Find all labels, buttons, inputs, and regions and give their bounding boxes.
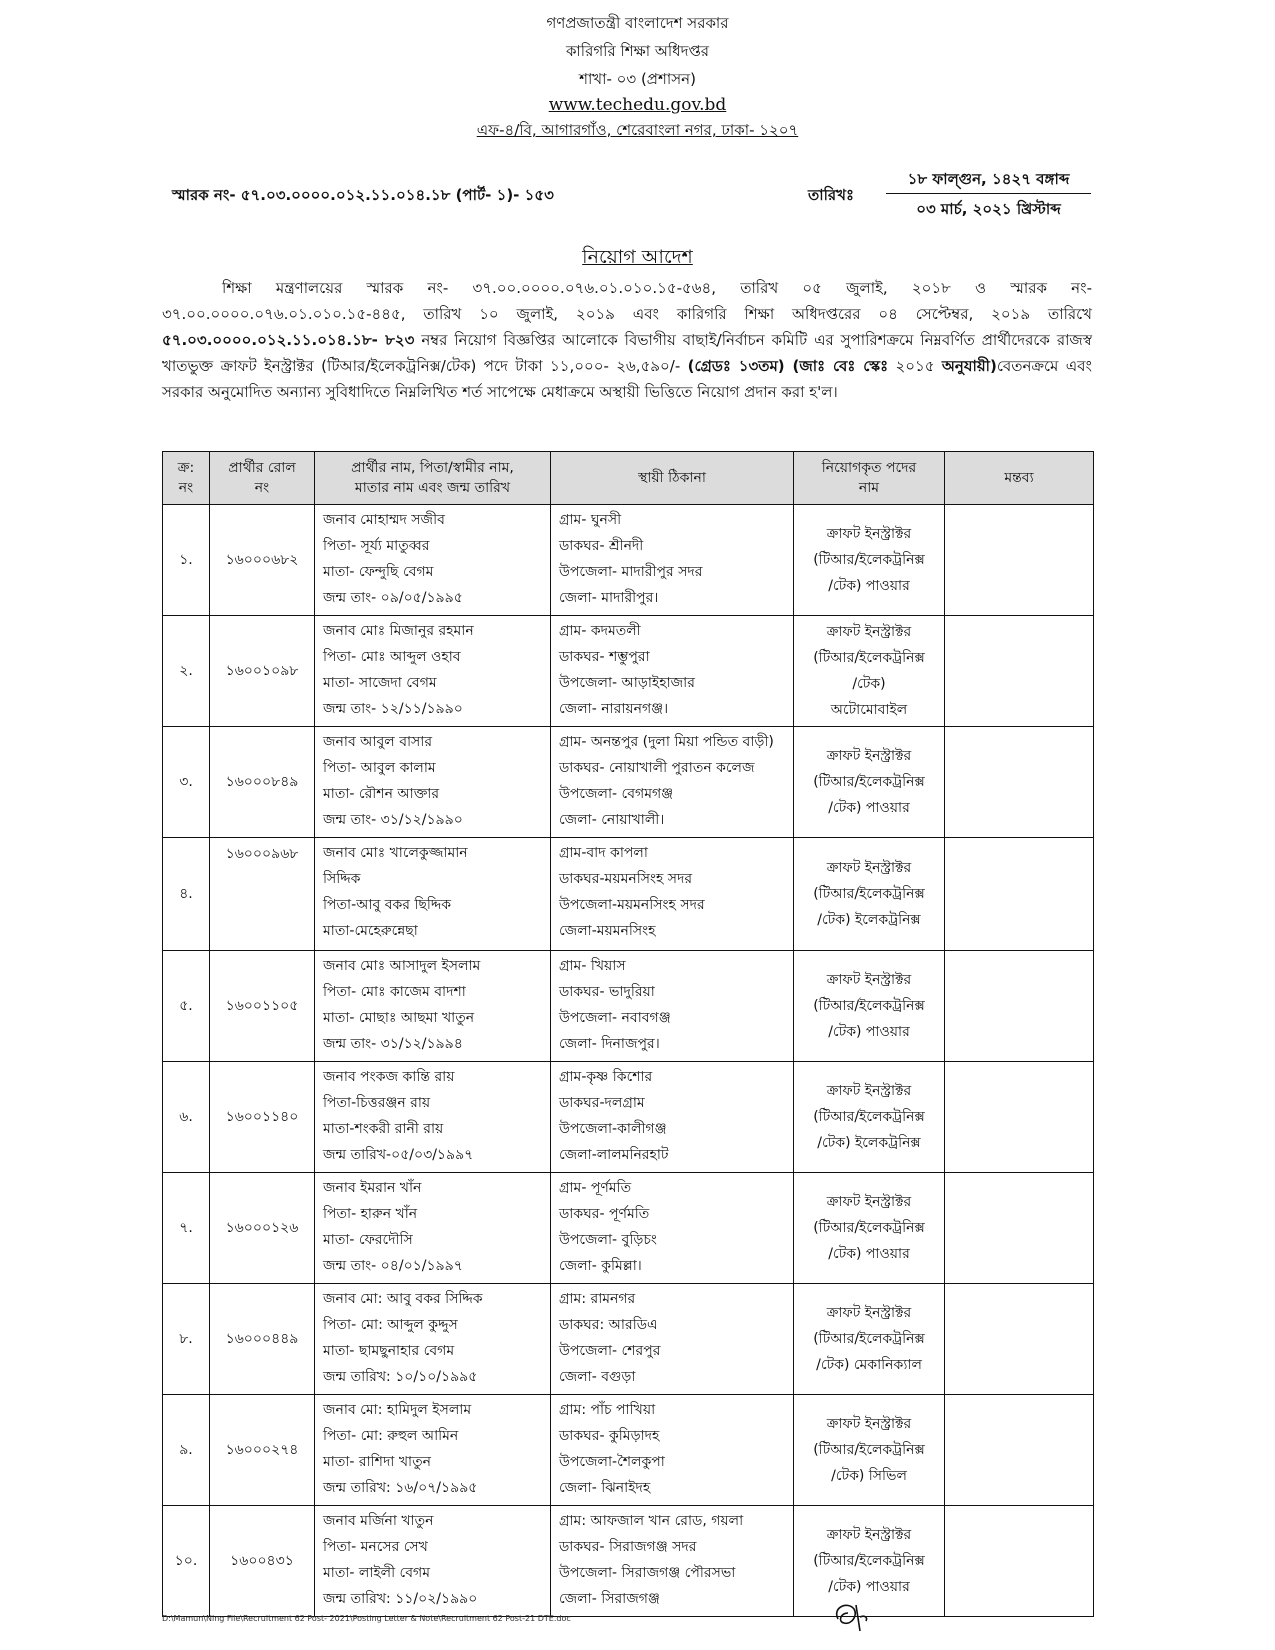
candidate-info-line: জনাব মোঃ আসাদুল ইসলাম	[323, 958, 481, 974]
address-line: গ্রাম- কদমতলী	[559, 623, 641, 639]
header-roll	[210, 452, 315, 505]
permanent-address-cell	[551, 727, 794, 838]
permanent-address-cell	[551, 1062, 794, 1173]
post-line: (টিআর/ইলেকট্রনিক্স	[813, 1220, 925, 1236]
post-line: /টেক) পাওয়ার	[828, 1579, 910, 1595]
address-line: গ্রাম-কৃষ্ণ কিশোর	[559, 1069, 653, 1085]
candidate-info-line: পিতা- মো: রুহুল আমিন	[323, 1428, 459, 1444]
address-line: উপজেলা- বুড়িচং	[559, 1232, 657, 1248]
address-line: উপজেলা-ময়মনসিংহ সদর	[559, 897, 705, 913]
candidate-info-cell	[315, 1284, 551, 1395]
address-line: উপজেলা-কালীগঞ্জ	[559, 1121, 667, 1137]
address-line: জেলা-লালমনিরহাট	[559, 1147, 669, 1163]
remark-cell	[945, 616, 1094, 727]
permanent-address-cell	[551, 505, 794, 616]
candidate-info-line: জনাব মো: হামিদুল ইসলাম	[323, 1402, 472, 1418]
body-bold-3: অনুযায়ী)	[941, 357, 997, 375]
body-part-2: নম্বর নিয়োগ বিজ্ঞপ্তির আলোকে বিভাগীয় বাছাই/নির্বাচন কমিটি এর সুপারিশক্রমে নিম্নবর্ণিত প্রার্থীদেরকে রাজস্ব খাতভুক্ত ক্রাফট ইনস্ট্রাক্টর (টিআর/ইলেকট্রনিক্স/টেক) পদে টাকা ১১,০০০- ২৬,৫৯০/-	[162, 331, 1092, 375]
signature-initial-mark	[830, 1597, 872, 1637]
appointed-post-cell	[794, 1284, 945, 1395]
remark-cell	[945, 1284, 1094, 1395]
candidate-info-line: জন্ম তারিখ: ১১/০২/১৯৯০	[323, 1591, 478, 1607]
address-line: উপজেলা- বেগমগঞ্জ	[559, 786, 674, 802]
remark-cell	[945, 838, 1094, 951]
address-line: উপজেলা- সিরাজগঞ্জ পৌরসভা	[559, 1565, 736, 1581]
post-line: (টিআর/ইলেকট্রনিক্স	[813, 1331, 925, 1347]
candidate-info-cell	[315, 727, 551, 838]
candidate-info-line: জন্ম তারিখ: ১০/১০/১৯৯৫	[323, 1369, 478, 1385]
table-row	[163, 1173, 1094, 1284]
header-roll-line: প্রার্থীর রোল	[228, 460, 296, 476]
post-line: (টিআর/ইলেকট্রনিক্স	[813, 1442, 925, 1458]
address-line: ডাকঘর- শ্রীনদী	[559, 538, 644, 554]
post-line: /টেক) ইলেকট্রনিক্স	[817, 912, 921, 928]
address-line: জেলা- কুমিল্লা।	[559, 1258, 642, 1274]
address-line: ডাকঘর- নোয়াখালী পুরাতন কলেজ	[559, 760, 755, 776]
order-body	[162, 275, 1092, 405]
header-address-line: স্থায়ী ঠিকানা	[638, 470, 706, 486]
serial-cell: ২.	[163, 616, 210, 727]
post-line: /টেক) পাওয়ার	[828, 1024, 910, 1040]
address-line: উপজেলা- আড়াইহাজার	[559, 675, 695, 691]
appointment-table	[162, 451, 1094, 1617]
header-post-line: নাম	[858, 480, 880, 496]
appointed-post-cell	[794, 838, 945, 951]
header-name-line: প্রার্থীর নাম, পিতা/স্বামীর নাম,	[351, 460, 514, 476]
post-line: /টেক) পাওয়ার	[828, 800, 910, 816]
serial-cell: ৬.	[163, 1062, 210, 1173]
post-line: ক্রাফট ইনস্ট্রাক্টর	[826, 1527, 912, 1543]
address-line: জেলা- নারায়নগঞ্জ।	[559, 701, 669, 717]
candidate-info-line: মাতা-শংকরী রানী রায়	[323, 1121, 444, 1137]
table-row	[163, 1395, 1094, 1506]
appointed-post-cell	[794, 1062, 945, 1173]
table-body	[163, 505, 1094, 1617]
post-line: (টিআর/ইলেকট্রনিক্স	[813, 998, 925, 1014]
candidate-info-line: পিতা- আবুল কালাম	[323, 760, 436, 776]
candidate-info-line: মাতা- ফেরদৌসি	[323, 1232, 413, 1248]
candidate-info-line: পিতা- সূর্য্য মাতুব্বর	[323, 538, 430, 554]
address-line: উপজেলা- শেরপুর	[559, 1343, 661, 1359]
remark-cell	[945, 1173, 1094, 1284]
candidate-info-line: পিতা- মনসের সেখ	[323, 1539, 428, 1555]
candidate-info-line: সিদ্দিক	[323, 871, 361, 887]
table-row	[163, 838, 1094, 951]
address-line: জেলা- ঝিনাইদহ	[559, 1480, 651, 1496]
post-line: (টিআর/ইলেকট্রনিক্স	[813, 1109, 925, 1125]
address-line: ডাকঘর- শম্ভুপুরা	[559, 649, 650, 665]
permanent-address-cell	[551, 1506, 794, 1617]
post-line: ক্রাফট ইনস্ট্রাক্টর	[826, 1416, 912, 1432]
roll-number-cell: ১৬০০১১০৫	[210, 951, 315, 1062]
serial-cell: ৮.	[163, 1284, 210, 1395]
candidate-info-cell	[315, 616, 551, 727]
address-line: গ্রাম: পাঁচ পাখিয়া	[559, 1402, 656, 1418]
header-address	[551, 452, 794, 505]
candidate-info-line: মাতা-মেহেরুন্নেছা	[323, 923, 418, 939]
permanent-address-cell	[551, 951, 794, 1062]
order-title-text: নিয়োগ আদেশ	[582, 246, 693, 268]
remark-cell	[945, 1506, 1094, 1617]
permanent-address-cell	[551, 616, 794, 727]
post-line: /টেক) ইলেকট্রনিক্স	[817, 1135, 921, 1151]
permanent-address-cell	[551, 1395, 794, 1506]
address-line: জেলা- বগুড়া	[559, 1369, 636, 1385]
post-line: ক্রাফট ইনস্ট্রাক্টর	[826, 1194, 912, 1210]
header-remark-line: মন্তব্য	[1004, 470, 1034, 486]
header-serial	[163, 452, 210, 505]
post-line: ক্রাফট ইনস্ট্রাক্টর	[826, 526, 912, 542]
candidate-info-cell	[315, 1395, 551, 1506]
header-name	[315, 452, 551, 505]
candidate-info-line: মাতা- ছামছুনাহার বেগম	[323, 1343, 455, 1359]
roll-number-cell: ১৬০০০৬৮২	[210, 505, 315, 616]
header-post	[794, 452, 945, 505]
post-line: /টেক) পাওয়ার	[828, 1246, 910, 1262]
address-line: ডাকঘর- পূর্ণমতি	[559, 1206, 650, 1222]
header-row	[163, 452, 1094, 505]
address-line: জেলা-ময়মনসিংহ	[559, 923, 656, 939]
body-bold-1: ৫৭.০৩.০০০০.০১২.১১.০১৪.১৮- ৮২৩	[162, 331, 415, 349]
post-line: ক্রাফট ইনস্ট্রাক্টর	[826, 748, 912, 764]
table-row	[163, 616, 1094, 727]
candidate-info-line: পিতা- মোঃ কাজেম বাদশা	[323, 984, 466, 1000]
serial-cell: ৯.	[163, 1395, 210, 1506]
candidate-info-cell	[315, 838, 551, 951]
table-row	[163, 951, 1094, 1062]
government-name: গণপ্রজাতন্ত্রী বাংলাদেশ সরকার	[546, 14, 729, 32]
serial-cell: ৩.	[163, 727, 210, 838]
post-line: /টেক) মেকানিক্যাল	[816, 1357, 922, 1373]
candidate-info-line: জনাব মোহাম্মদ সজীব	[323, 512, 445, 528]
roll-number-cell: ১৬০০০৮৪৯	[210, 727, 315, 838]
candidate-info-cell	[315, 951, 551, 1062]
candidate-info-line: মাতা- সাজেদা বেগম	[323, 675, 437, 691]
post-line: /টেক) সিভিল	[831, 1468, 907, 1484]
candidate-info-cell	[315, 1506, 551, 1617]
appointed-post-cell	[794, 616, 945, 727]
address-line: জেলা- দিনাজপুর।	[559, 1036, 660, 1052]
memo-number: স্মারক নং- ৫৭.০৩.০০০০.০১২.১১.০১৪.১৮ (পার্ট- ১)- ১৫৩	[172, 186, 554, 204]
candidate-info-line: জন্ম তাং- ৩১/১২/১৯৯৪	[323, 1036, 463, 1052]
roll-number-cell: ১৬০০০১২৬	[210, 1173, 315, 1284]
post-line: ক্রাফট ইনস্ট্রাক্টর	[826, 860, 912, 876]
body-part-4: বেতনক্রমে এবং সরকার অনুমোদিত অন্যান্য সুবিধাদিতে নিম্নলিখিত শর্ত সাপেক্ষে মেধাক্রমে অস্থায়ী ভিত্তিতে নিয়োগ প্রদান করা হ'ল।	[162, 357, 1092, 401]
candidate-info-line: মাতা- রাশিদা খাতুন	[323, 1454, 431, 1470]
serial-cell: ৭.	[163, 1173, 210, 1284]
address-line: গ্রাম- খিয়াস	[559, 958, 626, 974]
appointed-post-cell	[794, 951, 945, 1062]
serial-cell: ১০.	[163, 1506, 210, 1617]
post-line: ক্রাফট ইনস্ট্রাক্টর	[826, 1083, 912, 1099]
address-line: ডাকঘর-ময়মনসিংহ সদর	[559, 871, 693, 887]
address-line: ডাকঘর- সিরাজগঞ্জ সদর	[559, 1539, 697, 1555]
remark-cell	[945, 505, 1094, 616]
roll-number-cell: ১৬০০০২৭৪	[210, 1395, 315, 1506]
candidate-info-line: জন্ম তারিখ-০৫/০৩/১৯৯৭	[323, 1147, 474, 1163]
post-line: (টিআর/ইলেকট্রনিক্স	[813, 552, 925, 568]
candidate-info-line: জন্ম তাং- ০৯/০৫/১৯৯৫	[323, 590, 463, 606]
roll-number-cell: ১৬০০১১৪০	[210, 1062, 315, 1173]
candidate-info-line: জন্ম তাং- ৩১/১২/১৯৯০	[323, 812, 463, 828]
candidate-info-line: পিতা- হারুন খাঁন	[323, 1206, 418, 1222]
candidate-info-line: পিতা- মোঃ আব্দুল ওহাব	[323, 649, 461, 665]
address-line: ডাকঘর- ভাদুরিয়া	[559, 984, 655, 1000]
address-line: গ্রাম- ঘুনসী	[559, 512, 622, 528]
candidate-info-line: জন্ম তাং- ১২/১১/১৯৯০	[323, 701, 463, 717]
date-label: তারিখঃ	[808, 186, 854, 204]
candidate-info-line: জনাব আবুল বাসার	[323, 734, 433, 750]
remark-cell	[945, 1395, 1094, 1506]
branch-name: শাখা- ০৩ (প্রশাসন)	[579, 70, 696, 88]
candidate-info-line: জনাব মর্জিনা খাতুন	[323, 1513, 434, 1529]
candidate-info-line: মাতা- লাইলী বেগম	[323, 1565, 430, 1581]
address-line: গ্রাম- অনন্তপুর (দুলা মিয়া পন্ডিত বাড়ী)	[559, 734, 774, 750]
address-line: উপজেলা- মাদারীপুর সদর	[559, 564, 703, 580]
address-line: ডাকঘর: আরডিএ	[559, 1317, 658, 1333]
body-part-1: শিক্ষা মন্ত্রণালয়ের স্মারক নং- ৩৭.০০.০০০০.০৭৬.০১.০১০.১৫-৫৬৪, তারিখ ০৫ জুলাই, ২০১৮ ও স্মারক নং- ৩৭.০০.০০০০.০৭৬.০১.০১০.১৫-৪৪৫, তারিখ ১০ জুলাই, ২০১৯ এবং কারিগরি শিক্ষা অধিদপ্তরের ০৪ সেপ্টেম্বর, ২০১৯ তারিখে	[162, 279, 1092, 323]
candidate-info-line: পিতা-চিত্তরঞ্জন রায়	[323, 1095, 431, 1111]
header-name-line: মাতার নাম এবং জন্ম তারিখ	[354, 480, 511, 496]
candidate-info-line: মাতা- রৌশন আক্তার	[323, 786, 440, 802]
candidate-info-line: মাতা- মোছাঃ আছমা খাতুন	[323, 1010, 475, 1026]
post-line: ক্রাফট ইনস্ট্রাক্টর	[826, 972, 912, 988]
header-serial-line: ক্র:	[177, 460, 195, 476]
roll-number-cell: ১৬০০৪৩১	[210, 1506, 315, 1617]
date-bangla: ১৮ ফাল্গুন, ১৪২৭ বঙ্গাব্দ	[907, 170, 1070, 188]
department-name: কারিগরি শিক্ষা অধিদপ্তর	[565, 42, 710, 60]
candidate-info-cell	[315, 1173, 551, 1284]
office-address: এফ-৪/বি, আগারগাঁও, শেরেবাংলা নগর, ঢাকা- ১২০৭	[476, 121, 799, 139]
order-title	[0, 243, 1275, 275]
appointed-post-cell	[794, 1173, 945, 1284]
remark-cell	[945, 727, 1094, 838]
permanent-address-cell	[551, 838, 794, 951]
table-row	[163, 1506, 1094, 1617]
address-line: গ্রাম-বাদ কাপলা	[559, 845, 648, 861]
address-line: জেলা- মাদারীপুর।	[559, 590, 659, 606]
address-line: গ্রাম: রামনগর	[559, 1291, 636, 1307]
header-remark	[945, 452, 1094, 505]
address-line: জেলা- নোয়াখালী।	[559, 812, 665, 828]
roll-number-cell: ১৬০০০৯৬৮	[210, 838, 315, 951]
remark-cell	[945, 1062, 1094, 1173]
post-line: (টিআর/ইলেকট্রনিক্স	[813, 650, 925, 666]
serial-cell: ১.	[163, 505, 210, 616]
file-path: D:\Mamun\Ning File\Recruitment 62 Post- 2021\Posting Letter & Note\Recruitment 62 Post-21 DTE.doc	[162, 1614, 571, 1623]
header-serial-line: নং	[178, 480, 194, 496]
post-line: (টিআর/ইলেকট্রনিক্স	[813, 774, 925, 790]
address-line: ডাকঘর- কুমিড়াদহ	[559, 1428, 660, 1444]
table-row	[163, 505, 1094, 616]
candidate-info-line: জনাব মোঃ মিজানুর রহমান	[323, 623, 474, 639]
candidate-info-line: মাতা- ফেন্দুছি বেগম	[323, 564, 434, 580]
address-line: উপজেলা-শৈলকুপা	[559, 1454, 665, 1470]
address-line: উপজেলা- নবাবগঞ্জ	[559, 1010, 671, 1026]
roll-number-cell: ১৬০০০৪৪৯	[210, 1284, 315, 1395]
candidate-info-cell	[315, 505, 551, 616]
address-line: জেলা- সিরাজগঞ্জ	[559, 1591, 660, 1607]
table-row	[163, 1062, 1094, 1173]
body-bold-2: (গ্রেডঃ ১৩তম) (জাঃ বেঃ স্কেঃ	[687, 357, 889, 375]
table-row	[163, 1284, 1094, 1395]
serial-cell: ৫.	[163, 951, 210, 1062]
candidate-info-line: জনাব মোঃ খালেকুজ্জামান	[323, 845, 468, 861]
appointed-post-cell	[794, 1395, 945, 1506]
candidate-info-line: জন্ম তাং- ০৪/০১/১৯৯৭	[323, 1258, 463, 1274]
post-line: ক্রাফট ইনস্ট্রাক্টর	[826, 624, 912, 640]
candidate-info-line: পিতা-আবু বকর ছিদ্দিক	[323, 897, 452, 913]
candidate-info-cell	[315, 1062, 551, 1173]
address-line: ডাকঘর-দলগ্রাম	[559, 1095, 645, 1111]
date-english: ০৩ মার্চ, ২০২১ খ্রিস্টাব্দ	[916, 200, 1061, 218]
remark-cell	[945, 951, 1094, 1062]
address-line: গ্রাম: আফজাল খান রোড, গয়লা	[559, 1513, 744, 1529]
candidate-info-line: পিতা- মো: আব্দুল কুদ্দুস	[323, 1317, 458, 1333]
table-row	[163, 727, 1094, 838]
post-line: /টেক)	[852, 676, 886, 692]
post-line: (টিআর/ইলেকট্রনিক্স	[813, 1553, 925, 1569]
roll-number-cell: ১৬০০১০৯৮	[210, 616, 315, 727]
date-divider	[886, 193, 1091, 194]
post-line: (টিআর/ইলেকট্রনিক্স	[813, 886, 925, 902]
permanent-address-cell	[551, 1284, 794, 1395]
table-header	[163, 452, 1094, 505]
address-line: গ্রাম- পূর্ণমতি	[559, 1180, 632, 1196]
post-line: অটোমোবাইল	[830, 702, 908, 718]
post-line: /টেক) পাওয়ার	[828, 578, 910, 594]
header-post-line: নিয়োগকৃত পদের	[821, 460, 917, 476]
website-link[interactable]: www.techedu.gov.bd	[548, 95, 727, 115]
header-roll-line: নং	[254, 480, 270, 496]
candidate-info-line: জনাব পংকজ কান্তি রায়	[323, 1069, 455, 1085]
serial-cell: ৪.	[163, 838, 210, 951]
candidate-info-line: জনাব মো: আবু বকর সিদ্দিক	[323, 1291, 483, 1307]
body-part-3: ২০১৫	[895, 357, 935, 375]
permanent-address-cell	[551, 1173, 794, 1284]
post-line: ক্রাফট ইনস্ট্রাক্টর	[826, 1305, 912, 1321]
candidate-info-line: জন্ম তারিখ: ১৬/০৭/১৯৯৫	[323, 1480, 478, 1496]
candidate-info-line: জনাব ইমরান খাঁন	[323, 1180, 422, 1196]
appointed-post-cell	[794, 505, 945, 616]
appointed-post-cell	[794, 727, 945, 838]
